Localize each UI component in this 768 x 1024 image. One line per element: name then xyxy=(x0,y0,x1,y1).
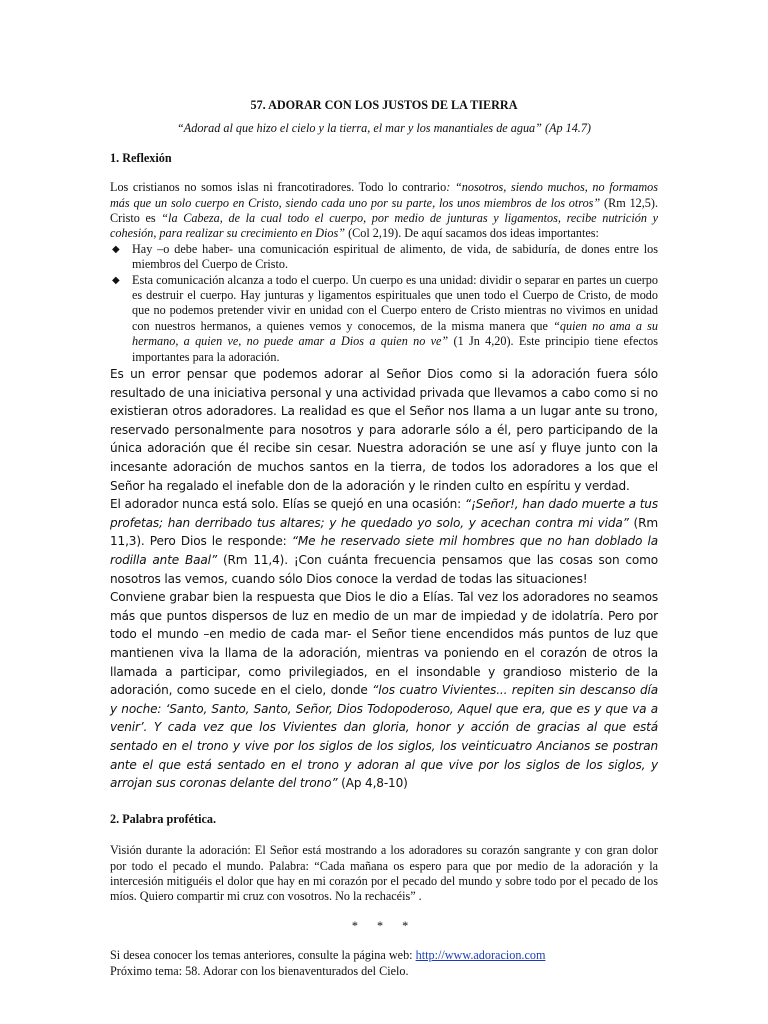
section-heading-reflexion: 1. Reflexión xyxy=(110,150,172,165)
list-item xyxy=(110,273,658,365)
body-text: Conviene grabar bien la respuesta que Dios le dio a Elías. Tal vez los adoradores no seamos más que puntos dispersos de luz en medio de un mar de impiedad y de idolatría. Pero por todo el mundo –en medio de cada mar- el Señor tiene encendidos más puntos de luz que mantienen viva la llama de la adoración, mientras va poniendo en el corazón de otros la llamada a participar, como privilegiados, en el insondable y grandioso misterio de la adoración, como sucede en el cielo, donde xyxy=(110,590,658,698)
list-item-text: Esta comunicación alcanza a todo el cuerpo. Un cuerpo es una unidad: dividir o separar en partes un cuerpo es destruir el cuerpo. Hay junturas y ligamentos espirituales que unen todo el Cuerpo de Cristo, de modo que no podemos pretender vivir en unidad con el Cuerpo entero de Cristo mientras no vivimos en unidad con nuestros hermanos, a quienes vemos y conocemos, de la misma manera que xyxy=(132,272,658,333)
list-item-quote: “quien no ama a su hermano, a quien ve, no puede amar a Dios a quien no ve” xyxy=(132,318,658,349)
body-quote: “los cuatro Vivientes... repiten sin descanso día y noche: ‘Santo, Santo, Santo, Señor, Dios Todopoderoso, Aquel que era, que es y que va a venir’. Y cada vez que los Vivientes dan gloria, honor y acción de gracias al que está sentado en el trono y vive por los siglos de los siglos, los veinticuatro Ancianos se postran ante el que está sentado en el trono y adoran al que vive por los siglos de los siglos, y arrojan sus coronas delante del trono” xyxy=(110,683,658,791)
footer-line xyxy=(110,948,658,963)
list-item xyxy=(110,242,658,273)
intro-quote: : “nosotros, siendo muchos, no formamos más que un solo cuerpo en Cristo, siendo cada uno por su parte, los unos miembros de los otros” xyxy=(110,180,658,210)
body-text: (Rm 11,3). Pero Dios le responde: xyxy=(110,515,658,549)
body-quote: “¡Señor!, han dado muerte a tus profetas; han derribado tus altares; y he quedado yo solo, y acechan contra mi vida” xyxy=(110,497,658,530)
intro-quote: “la Cabeza, de la cual todo el cuerpo, por medio de junturas y ligamentos, recibe nutrición y cohesión, para realizar su crecimiento en Dios” xyxy=(110,211,658,241)
body-paragraph: Es un error pensar que podemos adorar al Señor Dios como si la adoración fuera sólo resultado de una iniciativa personal y una actividad privada que llevamos a cabo como si no existieran otros adoradores. La realidad es que el Señor nos llama a un lugar ante su trono, reservado personalmente para nosotros y para adorarle sólo a él, pero participando de la única adoración que él recibe sin cesar. Nuestra adoración se une así y fluye junto con la incesante adoración de muchos santos en la tierra, de todos los adoradores a los que el Señor ha regalado el inefable don de la adoración y le rinden culto en espíritu y verdad. xyxy=(110,367,658,493)
idea-list xyxy=(110,242,658,365)
body-text: (Rm 11,4). ¡Con cuánta frecuencia pensamos que las cosas son como nosotros las vemos, cuando sólo Dios conoce la verdad de todas las situaciones! xyxy=(110,553,659,586)
document-page xyxy=(110,98,658,979)
section-heading-palabra: 2. Palabra profética. xyxy=(110,811,217,826)
diamond-bullet-icon: ◆ xyxy=(112,243,120,255)
epigraph-quote: “Adorad al que hizo el cielo y la tierra, el mar y los manantiales de agua” (Ap 14.7) xyxy=(177,121,591,136)
body-paragraph xyxy=(110,495,658,588)
body-text: (Ap 4,8-10) xyxy=(337,776,408,791)
body-paragraph xyxy=(110,588,658,793)
next-topic-line: Próximo tema: 58. Adorar con los bienaventurados del Cielo. xyxy=(110,963,409,978)
body-text: El adorador nunca está solo. Elías se quejó en una ocasión: xyxy=(110,497,465,512)
intro-paragraph xyxy=(110,180,658,242)
document-title: 57. ADORAR CON LOS JUSTOS DE LA TIERRA xyxy=(250,98,518,112)
intro-text: (Col 2,19). De aquí sacamos dos ideas importantes: xyxy=(345,226,599,241)
prophetic-paragraph: Visión durante la adoración: El Señor está mostrando a los adoradores su corazón sangrante y con gran dolor por todo el pecado el mundo. Palabra: “Cada mañana os espero para que por medio de la adoración y la intercesión mitiguéis el dolor que hay en mi corazón por el pecado del mundo y sobre todo por el pecado de los míos. Quiero compartir mi cruz con vosotros. No la rechacéis” . xyxy=(110,843,658,904)
section-separator: * * * xyxy=(351,918,417,933)
list-item-text: (1 Jn 4,20). Este principio tiene efectos importantes para la adoración. xyxy=(132,334,658,364)
intro-text: Los cristianos no somos islas ni francotiradores. Todo lo contrario xyxy=(110,180,447,195)
intro-text: (Rm 12,5). Cristo es xyxy=(110,195,659,226)
diamond-bullet-icon: ◆ xyxy=(112,274,120,286)
footer-text: Si desea conocer los temas anteriores, consulte la página web: xyxy=(110,948,416,963)
body-quote: “Me he reservado siete mil hombres que no han doblado la rodilla ante Baal” xyxy=(110,534,658,568)
website-link[interactable]: http://www.adoracion.com xyxy=(415,948,546,963)
list-item-text: Hay –o debe haber- una comunicación espiritual de alimento, de vida, de sabiduría, de dones entre los miembros del Cuerpo de Cristo. xyxy=(132,241,658,272)
